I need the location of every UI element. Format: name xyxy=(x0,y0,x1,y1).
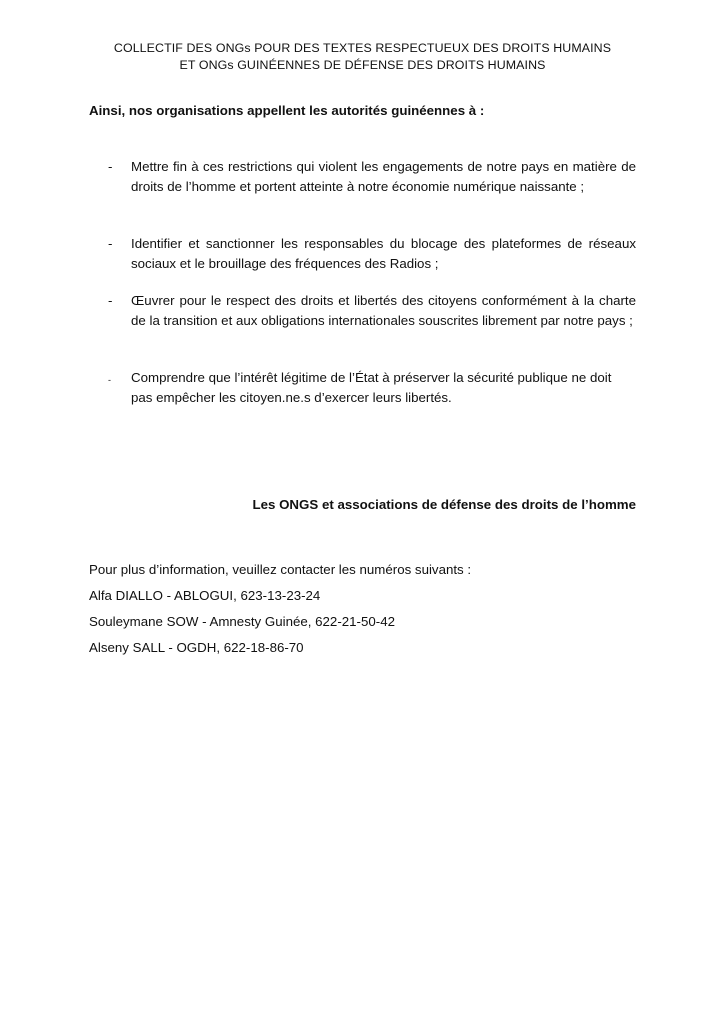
contact-entry: Alseny SALL - OGDH, 622-18-86-70 xyxy=(89,640,304,655)
contact-intro: Pour plus d’information, veuillez contacter les numéros suivants : xyxy=(89,562,472,577)
contact-entry: Alfa DIALLO - ABLOGUI, 623-13-23-24 xyxy=(89,588,321,603)
bullet-marker: - xyxy=(108,236,113,251)
bullet-marker: - xyxy=(108,375,111,385)
header-line-1: COLLECTIF DES ONGs POUR DES TEXTES RESPECTUEUX DES DROITS HUMAINS xyxy=(113,41,612,55)
list-item-text: Mettre fin à ces restrictions qui violent les engagements de notre pays en matière de droits de l’homme et portent atteinte à notre économie numérique naissante ; xyxy=(131,159,636,194)
bullet-marker: - xyxy=(108,293,113,308)
intro-heading: Ainsi, nos organisations appellent les autorités guinéennes à : xyxy=(89,103,485,118)
document-header xyxy=(0,40,725,74)
list-item-text: Œuvrer pour le respect des droits et libertés des citoyens conformément à la charte de la transition et aux obligations internationales souscrites librement par notre pays ; xyxy=(131,293,636,328)
list-item-text: Comprendre que l’intérêt légitime de l’État à préserver la sécurité publique ne doit pas empêcher les citoyen.ne.s d’exercer leurs libertés. xyxy=(131,370,612,405)
list-item-text: Identifier et sanctionner les responsables du blocage des plateformes de réseaux sociaux et le brouillage des fréquences des Radios ; xyxy=(131,236,636,271)
signature: Les ONGS et associations de défense des droits de l’homme xyxy=(252,497,636,512)
contact-entry: Souleymane SOW - Amnesty Guinée, 622-21-50-42 xyxy=(89,614,395,629)
header-line-2: ET ONGs GUINÉENNES DE DÉFENSE DES DROITS HUMAINS xyxy=(179,58,546,72)
bullet-marker: - xyxy=(108,159,113,174)
contact-section xyxy=(89,557,471,661)
